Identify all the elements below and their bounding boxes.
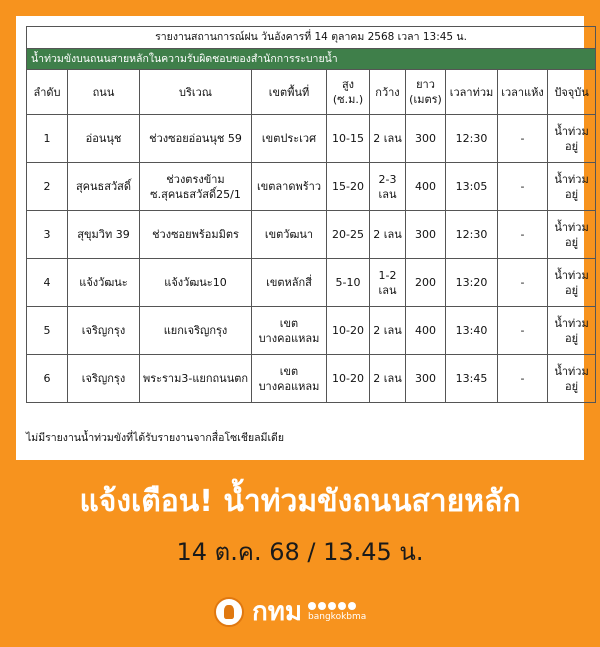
table-cell: 200: [406, 259, 446, 307]
table-cell: อ่อนนุช: [68, 115, 140, 163]
facebook-icon: [318, 602, 326, 610]
table-body: [27, 115, 596, 403]
table-cell: 13:45: [446, 355, 498, 403]
table-cell: พระราม3-แยกถนนตก: [140, 355, 252, 403]
table-cell: ช่วงซอยพร้อมมิตร: [140, 211, 252, 259]
x-icon: [328, 602, 336, 610]
table-cell: 12:30: [446, 115, 498, 163]
table-cell: -: [498, 259, 548, 307]
column-header: เวลาแห้ง: [498, 70, 548, 115]
brand-social: [308, 602, 366, 622]
section-title: น้ำท่วมขังบนถนนสายหลักในความรับผิดชอบของสำนักการระบายน้ำ: [27, 49, 596, 70]
table-cell: 5: [27, 307, 68, 355]
column-header: สูง (ซ.ม.): [327, 70, 370, 115]
table-cell: 400: [406, 163, 446, 211]
report-title: รายงานสถานการณ์ฝน วันอังคารที่ 14 ตุลาคม 2568 เวลา 13:45 น.: [27, 27, 596, 49]
table-row: [27, 163, 596, 211]
table-cell: 3: [27, 211, 68, 259]
table-cell: 2 เลน: [370, 307, 406, 355]
table-cell: 400: [406, 307, 446, 355]
table-cell: เขตบางคอแหลม: [252, 307, 327, 355]
line-icon: [308, 602, 316, 610]
table-cell: 2-3 เลน: [370, 163, 406, 211]
table-cell: แยกเจริญกรุง: [140, 307, 252, 355]
table-cell: แจ้งวัฒนะ: [68, 259, 140, 307]
instagram-icon: [338, 602, 346, 610]
table-cell: ช่วงซอยอ่อนนุช 59: [140, 115, 252, 163]
table-cell: -: [498, 115, 548, 163]
table-cell: 5-10: [327, 259, 370, 307]
table-row: [27, 115, 596, 163]
table-cell: 10-20: [327, 355, 370, 403]
table-cell: 300: [406, 211, 446, 259]
table-cell: -: [498, 211, 548, 259]
bma-logo: [214, 594, 366, 630]
table-cell: 4: [27, 259, 68, 307]
column-header: ปัจจุบัน: [548, 70, 596, 115]
table-cell: 20-25: [327, 211, 370, 259]
table-cell: น้ำท่วมอยู่: [548, 355, 596, 403]
column-header: ลำดับ: [27, 70, 68, 115]
tiktok-icon: [348, 602, 356, 610]
table-cell: เขตประเวศ: [252, 115, 327, 163]
table-cell: 15-20: [327, 163, 370, 211]
table-cell: 13:20: [446, 259, 498, 307]
table-cell: เขตหลักสี่: [252, 259, 327, 307]
table-cell: ช่วงตรงข้าม ซ.สุคนธสวัสดิ์25/1: [140, 163, 252, 211]
table-row: [27, 211, 596, 259]
report-card: [16, 16, 589, 460]
table-cell: 1-2 เลน: [370, 259, 406, 307]
table-cell: 2 เลน: [370, 355, 406, 403]
social-icons: [308, 602, 366, 610]
alert-date-time: 14 ต.ค. 68 / 13.45 น.: [176, 538, 424, 566]
table-cell: 2 เลน: [370, 115, 406, 163]
table-cell: 10-20: [327, 307, 370, 355]
bma-seal-icon: [214, 597, 244, 627]
table-cell: น้ำท่วมอยู่: [548, 307, 596, 355]
table-cell: น้ำท่วมอยู่: [548, 115, 596, 163]
table-cell: 300: [406, 355, 446, 403]
column-header: กว้าง: [370, 70, 406, 115]
column-header: เวลาท่วม: [446, 70, 498, 115]
table-cell: น้ำท่วมอยู่: [548, 211, 596, 259]
column-header: ยาว (เมตร): [406, 70, 446, 115]
table-row: [27, 355, 596, 403]
brand-name: กทม: [252, 597, 303, 627]
table-header: [27, 70, 596, 115]
table-cell: -: [498, 163, 548, 211]
alert-headline: แจ้งเตือน! น้ำท่วมขังถนนสายหลัก: [79, 484, 521, 519]
table-cell: เขตบางคอแหลม: [252, 355, 327, 403]
column-header: ถนน: [68, 70, 140, 115]
table-cell: 6: [27, 355, 68, 403]
table-cell: -: [498, 307, 548, 355]
table-cell: สุขุมวิท 39: [68, 211, 140, 259]
table-cell: 2: [27, 163, 68, 211]
table-cell: เจริญกรุง: [68, 307, 140, 355]
brand-handle: bangkokbma: [308, 612, 367, 622]
footnote: ไม่มีรายงานน้ำท่วมขังที่ได้รับรายงานจากสื่อโซเชียลมีเดีย: [26, 432, 285, 444]
table-cell: เจริญกรุง: [68, 355, 140, 403]
table-cell: น้ำท่วมอยู่: [548, 163, 596, 211]
table-cell: เขตลาดพร้าว: [252, 163, 327, 211]
flood-report-table: [26, 26, 596, 403]
table-cell: 10-15: [327, 115, 370, 163]
table-cell: แจ้งวัฒนะ10: [140, 259, 252, 307]
table-cell: 13:05: [446, 163, 498, 211]
table-cell: 2 เลน: [370, 211, 406, 259]
table-cell: 12:30: [446, 211, 498, 259]
table-cell: 1: [27, 115, 68, 163]
table-cell: 300: [406, 115, 446, 163]
column-header: บริเวณ: [140, 70, 252, 115]
table-cell: เขตวัฒนา: [252, 211, 327, 259]
table-cell: 13:40: [446, 307, 498, 355]
table-cell: -: [498, 355, 548, 403]
table-row: [27, 307, 596, 355]
column-header: เขตพื้นที่: [252, 70, 327, 115]
table-row: [27, 259, 596, 307]
table-cell: น้ำท่วมอยู่: [548, 259, 596, 307]
table-cell: สุคนธสวัสดิ์: [68, 163, 140, 211]
